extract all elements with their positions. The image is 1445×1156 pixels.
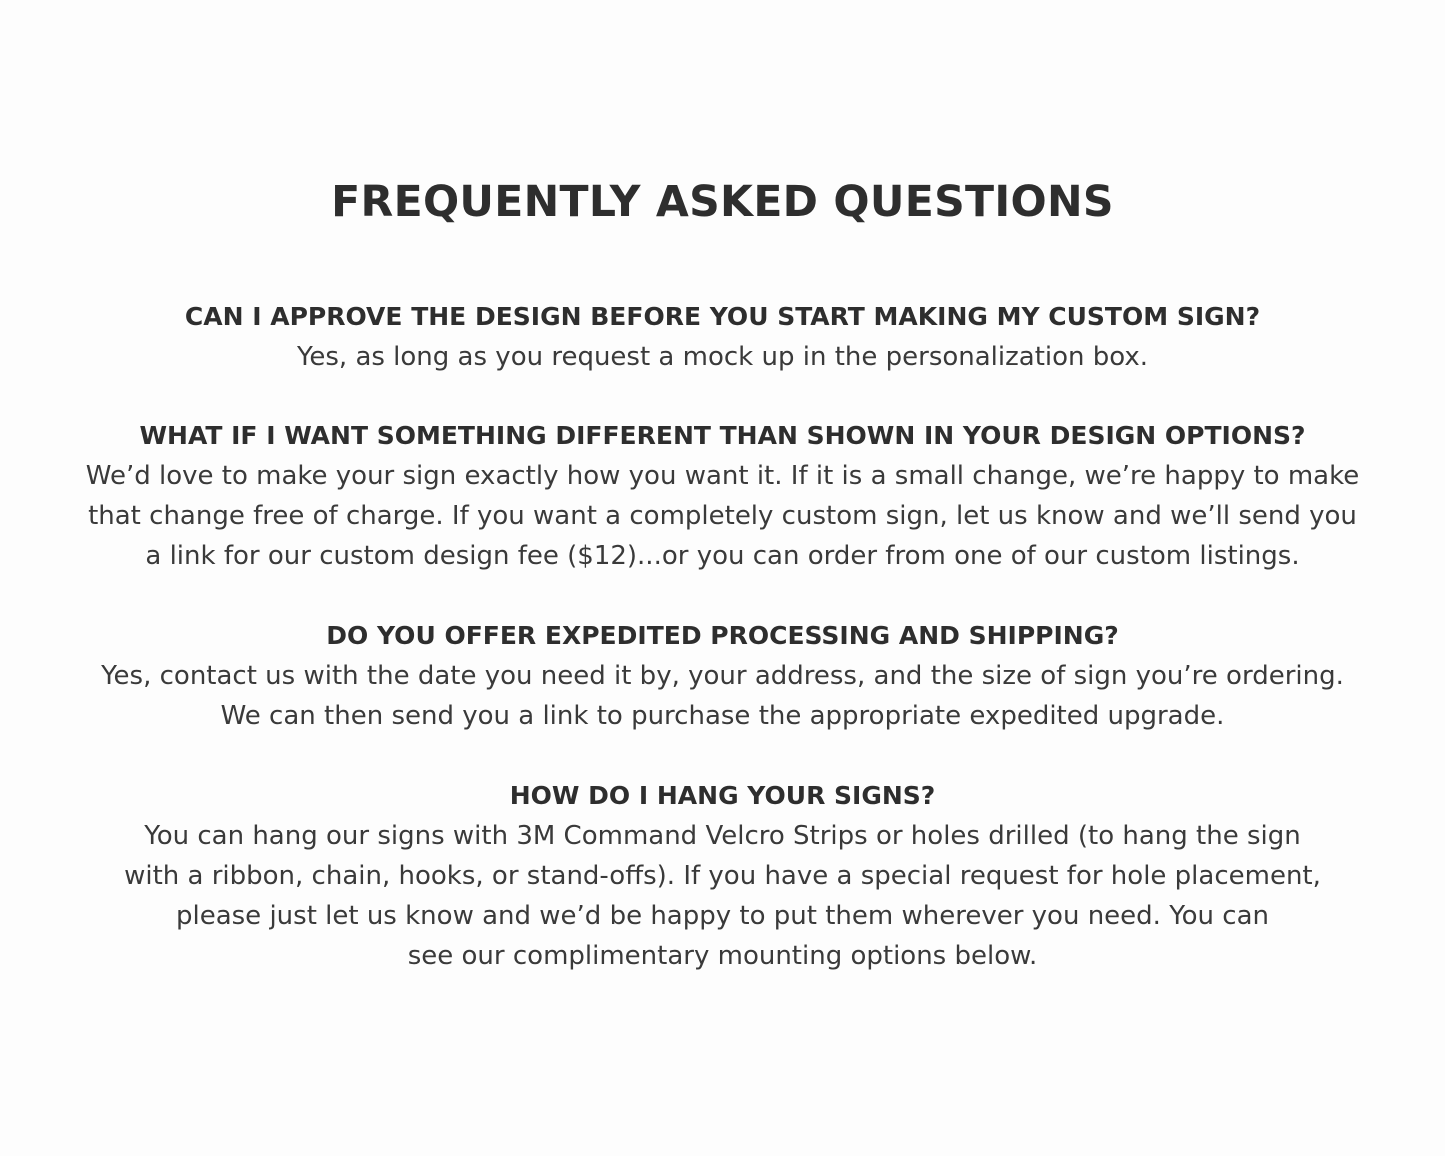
faq-answer-line: a link for our custom design fee ($12)...or you can order from one of our custom listings.	[145, 541, 1300, 571]
faq-item	[40, 416, 1405, 576]
faq-item	[40, 616, 1405, 736]
faq-answer-line: We’d love to make your sign exactly how you want it. If it is a small change, we’re happy to make	[85, 461, 1360, 491]
faq-item	[40, 297, 1405, 377]
faq-answer	[40, 656, 1405, 736]
faq-question: DO YOU OFFER EXPEDITED PROCESSING AND SHIPPING?	[326, 621, 1119, 650]
faq-answer-line: We can then send you a link to purchase the appropriate expedited upgrade.	[220, 701, 1225, 731]
faq-answer	[40, 816, 1405, 976]
faq-answer-line: see our complimentary mounting options below.	[407, 941, 1038, 971]
faq-answer-line: You can hang our signs with 3M Command Velcro Strips or holes drilled (to hang the sign	[144, 821, 1301, 851]
faq-item	[40, 776, 1405, 976]
faq-question: WHAT IF I WANT SOMETHING DIFFERENT THAN SHOWN IN YOUR DESIGN OPTIONS?	[139, 421, 1306, 450]
faq-answer-line: please just let us know and we’d be happy to put them wherever you need. You can	[175, 901, 1269, 931]
page-title: FREQUENTLY ASKED QUESTIONS	[331, 177, 1114, 227]
faq-question: HOW DO I HANG YOUR SIGNS?	[509, 781, 936, 810]
faq-answer-line: Yes, contact us with the date you need it by, your address, and the size of sign you’re ordering.	[101, 661, 1344, 691]
faq-answer-line: with a ribbon, chain, hooks, or stand-offs). If you have a special request for hole placement,	[124, 861, 1321, 891]
faq-answer	[40, 337, 1405, 377]
faq-question: CAN I APPROVE THE DESIGN BEFORE YOU START MAKING MY CUSTOM SIGN?	[184, 302, 1261, 331]
faq-answer-line: Yes, as long as you request a mock up in the personalization box.	[296, 342, 1149, 372]
faq-answer-line: that change free of charge. If you want a completely custom sign, let us know and we’ll send you	[88, 501, 1357, 531]
faq-answer	[40, 456, 1405, 576]
